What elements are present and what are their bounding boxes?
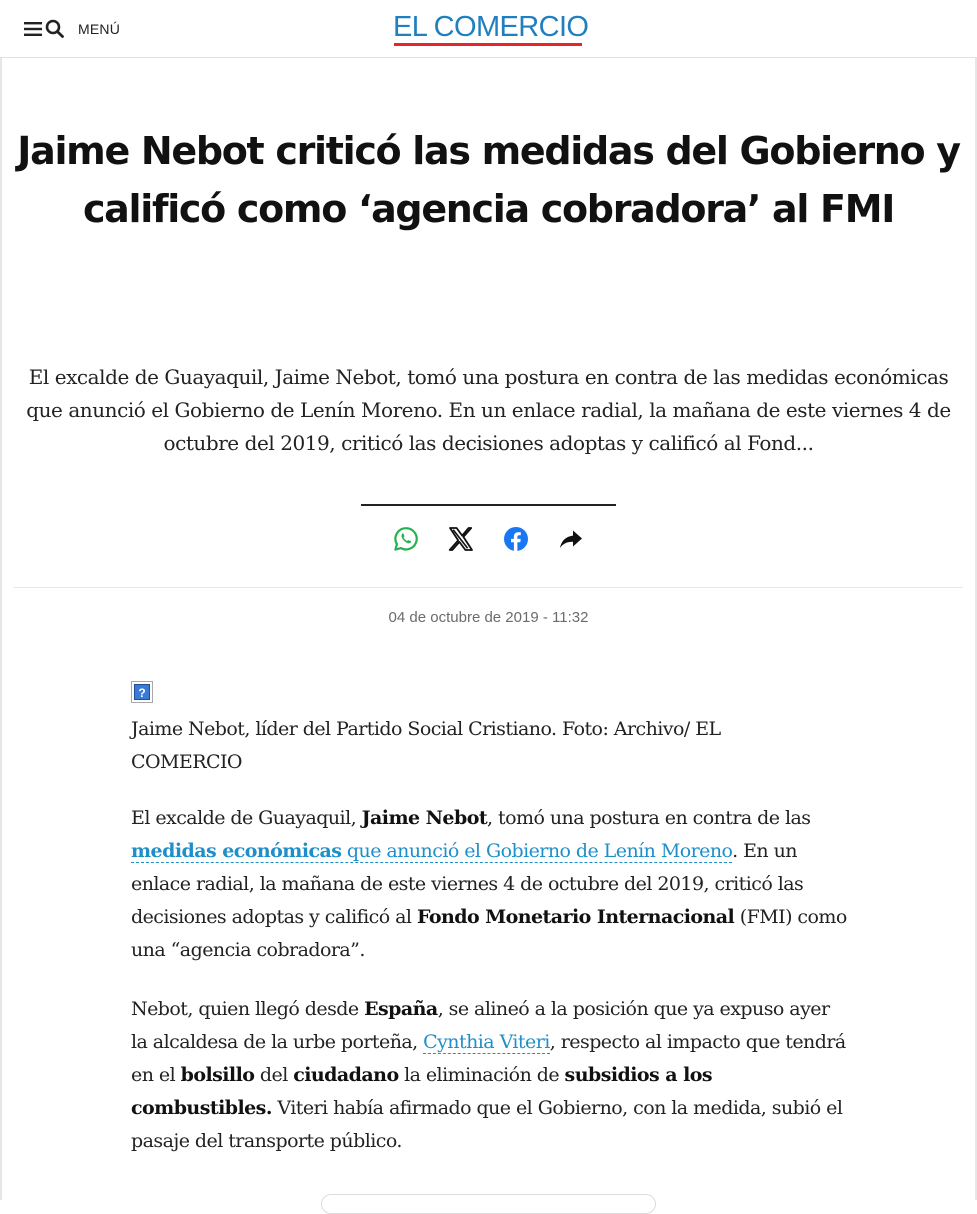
- logo-underline: [394, 43, 582, 46]
- link-cynthia-viteri[interactable]: Cynthia Viteri: [423, 1031, 550, 1053]
- p2-bold-bolsillo: bolsillo: [180, 1064, 255, 1086]
- headline-line-1: Jaime Nebot criticó las medidas del Gobierno y: [17, 129, 960, 173]
- article-paragraph-2: [131, 993, 851, 1158]
- top-bar: [0, 0, 977, 58]
- article-paragraph-1: [131, 802, 851, 967]
- p2-text-1: Nebot, quien llegó desde: [131, 998, 365, 1020]
- x-icon: [448, 526, 474, 552]
- p1-text-2: , tomó una postura en contra de las: [487, 807, 811, 829]
- headline-line-2: calificó como ‘agencia cobradora’ al FMI: [82, 187, 895, 231]
- p1-bold-jaime-nebot: Jaime Nebot: [361, 807, 488, 829]
- p1-text-1: El excalde de Guayaquil,: [131, 807, 362, 829]
- menu-label: MENÚ: [78, 21, 121, 37]
- p2-bold-subsidios: subsidios a los combustibles.: [131, 1064, 713, 1119]
- p1-bold-fmi: Fondo Monetario Internacional: [416, 906, 735, 928]
- left-rule: [0, 58, 2, 1200]
- share-x-button[interactable]: [446, 524, 476, 554]
- p2-text-4: del: [254, 1064, 294, 1086]
- site-logo[interactable]: EL COMERCIO: [393, 11, 589, 43]
- link-medidas-economicas[interactable]: [131, 840, 732, 863]
- p1-text-4: (FMI) como una “agencia cobradora”.: [131, 906, 847, 961]
- menu-search-icon: [24, 19, 66, 39]
- bottom-card-edge: [321, 1194, 656, 1214]
- lead-divider: [361, 504, 616, 506]
- share-facebook-button[interactable]: [501, 524, 531, 554]
- section-separator: [14, 587, 963, 588]
- link-bold-part: medidas económicas: [131, 840, 342, 862]
- article-lead: El excalde de Guayaquil, Jaime Nebot, tomó una postura en contra de las medidas económicas que anunció el Gobierno de Lenín Moreno. En un enlace radial, la mañana de este viernes 4 de octubre del 2019, criticó las decisiones adoptas y calificó al Fond...: [26, 365, 951, 455]
- p1-text-3: . En un enlace radial, la mañana de este viernes 4 de octubre del 2019, criticó las decisiones adoptas y calificó al: [131, 840, 804, 928]
- share-whatsapp-button[interactable]: [391, 524, 421, 554]
- image-caption: Jaime Nebot, líder del Partido Social Cristiano. Foto: Archivo/ EL COMERCIO: [131, 718, 721, 773]
- whatsapp-icon: [393, 526, 419, 552]
- broken-image-icon: ?: [131, 681, 153, 703]
- facebook-icon: [503, 526, 529, 552]
- share-more-button[interactable]: [556, 524, 586, 554]
- p2-text-2: , se alineó a la posición que ya expuso ayer la alcaldesa de la urbe porteña,: [131, 998, 830, 1053]
- article-date: 04 de octubre de 2019 - 11:32: [388, 609, 589, 626]
- share-arrow-icon: [558, 526, 584, 552]
- menu-button[interactable]: [24, 15, 120, 43]
- p2-text-6: Viteri había afirmado que el Gobierno, con la medida, subió el pasaje del transporte público.: [131, 1097, 843, 1152]
- article-headline: [10, 122, 967, 238]
- p2-text-3: , respecto al impacto que tendrá en el: [131, 1031, 846, 1086]
- link-rest-part: que anunció el Gobierno de Lenín Moreno: [341, 840, 733, 862]
- p2-text-5: la eliminación de: [398, 1064, 565, 1086]
- p2-bold-ciudadano: ciudadano: [293, 1064, 399, 1086]
- p2-bold-espana: España: [364, 998, 438, 1020]
